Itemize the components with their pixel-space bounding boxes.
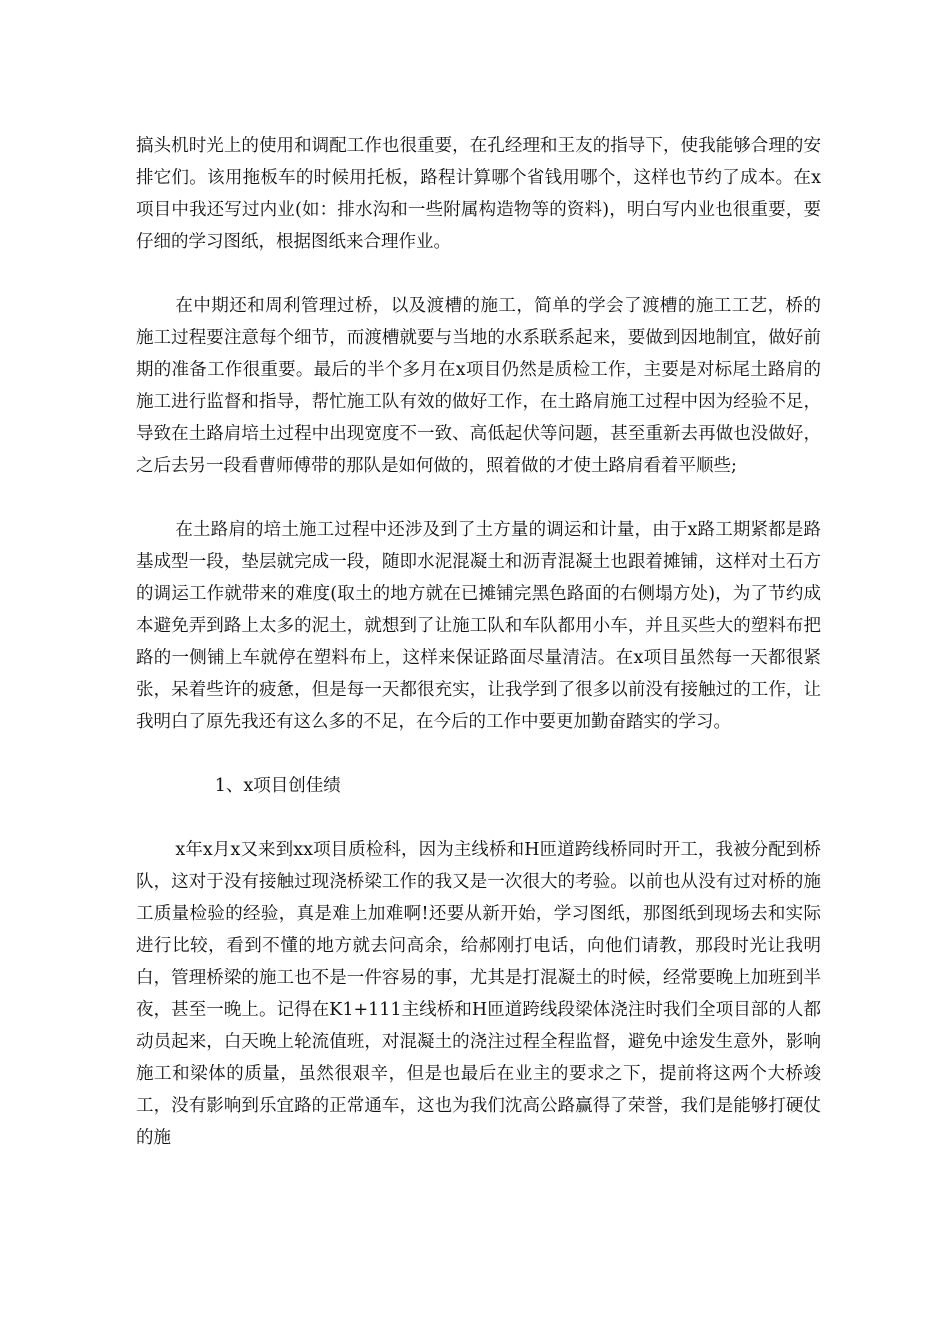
paragraph-4: x年x月x又来到xx项目质检科，因为主线桥和H匝道跨线桥同时开工，我被分配到桥队，这对于没有接触过现浇桥梁工作的我又是一次很大的考验。以前也从没有过对桥的施工质量检验的经验，真是难上加难啊!还要从新开始，学习图纸，那图纸到现场去和实际进行比较，看到不懂的地方就去问高余，给郝刚打电话，向他们请教，那段时光让我明白，管理桥梁的施工也不是一件容易的事，尤其是打混凝土的时候，经常要晚上加班到半夜，甚至一晚上。记得在K1+111主线桥和H匝道跨线段梁体浇注时我们全项目部的人都动员起来，白天晚上轮流值班，对混凝土的浇注过程全程监督，避免中途发生意外，影响施工和梁体的质量，虽然很艰辛，但是也最后在业主的要求之下，提前将这两个大桥竣工，没有影响到乐宜路的正常通车，这也为我们沈高公路赢得了荣誉，我们是能够打硬仗的施: [136, 840, 821, 1148]
document-body: [136, 130, 821, 1186]
paragraph-3: 在土路肩的培土施工过程中还涉及到了土方量的调运和计量，由于x路工期紧都是路基成型一段，垫层就完成一段，随即水泥混凝土和沥青混凝土也跟着摊铺，这样对土石方的调运工作就带来的难度(取土的地方就在已摊铺完黑色路面的右侧塌方处)，为了节约成本避免弄到路上太多的泥土，就想到了让施工队和车队都用小车，并且买些大的塑料布把路的一侧铺上车就停在塑料布上，这样来保证路面尽量清洁。在x项目虽然每一天都很紧张，呆着些许的疲惫，但是每一天都很充实，让我学到了很多以前没有接触过的工作，让我明白了原先我还有这么多的不足，在今后的工作中要更加勤奋踏实的学习。: [136, 520, 821, 732]
paragraph-1: 搞头机时光上的使用和调配工作也很重要，在孔经理和王友的指导下，使我能够合理的安排它们。该用拖板车的时候用托板，路程计算哪个省钱用哪个，这样也节约了成本。在x项目中我还写过内业(如：排水沟和一些附属构造物等的资料)，明白写内业也很重要，要仔细的学习图纸，根据图纸来合理作业。: [136, 136, 821, 252]
paragraph-2: 在中期还和周利管理过桥，以及渡槽的施工，简单的学会了渡槽的施工工艺，桥的施工过程要注意每个细节，而渡槽就要与当地的水系联系起来，要做到因地制宜，做好前期的准备工作很重要。最后的半个多月在x项目仍然是质检工作，主要是对标尾土路肩的施工进行监督和指导，帮忙施工队有效的做好工作，在土路肩施工过程中因为经验不足，导致在土路肩培土过程中出现宽度不一致、高低起伏等问题，甚至重新去再做也没做好，之后去另一段看曹师傅带的那队是如何做的，照着做的才使土路肩看着平顺些;: [136, 296, 821, 476]
section-heading: 1、x项目创佳绩: [214, 776, 341, 796]
